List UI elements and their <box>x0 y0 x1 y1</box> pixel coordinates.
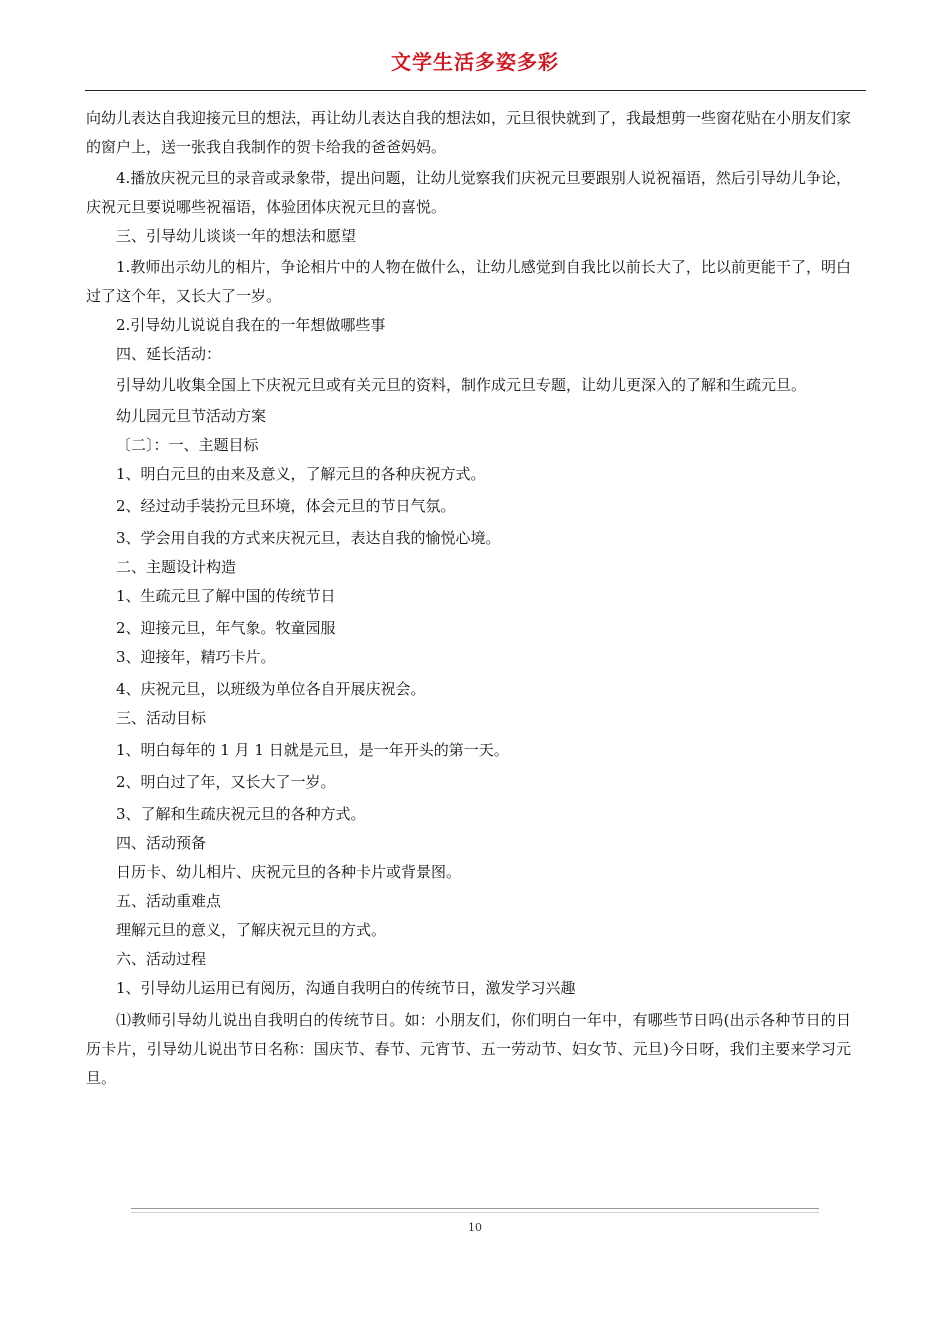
paragraph: 向幼儿表达自我迎接元旦的想法，再让幼儿表达自我的想法如，元旦很快就到了，我最想剪一些窗花贴在小朋友们家的窗户上，送一张我自我制作的贺卡给我的爸爸妈妈。 <box>86 109 852 156</box>
section-heading: 〔二〕：一、主题目标 <box>116 436 259 454</box>
page-number: 10 <box>468 1221 482 1234</box>
header-title: 文学生活多姿多彩 <box>391 50 559 74</box>
paragraph: 日历卡、幼儿相片、庆祝元旦的各种卡片或背景图。 <box>116 863 462 881</box>
paragraph: 引导幼儿收集全国上下庆祝元旦或有关元旦的资料，制作成元旦专题，让幼儿更深入的了解和生疏元旦。 <box>116 376 807 394</box>
list-item: 2、经过动手装扮元旦环境，体会元旦的节日气氛。 <box>116 497 456 515</box>
paragraph: 1.教师出示幼儿的相片，争论相片中的人物在做什么，让幼儿感觉到自我比以前长大了，比以前更能干了，明白过了这个年，又长大了一岁。 <box>86 258 851 305</box>
header-rule <box>85 90 866 91</box>
section-heading: 五、活动重难点 <box>116 892 222 910</box>
list-item: 2、明白过了年，又长大了一岁。 <box>116 773 336 791</box>
list-item: 4、庆祝元旦，以班级为单位各自开展庆祝会。 <box>116 680 426 698</box>
paragraph: 4.播放庆祝元旦的录音或录象带，提出问题，让幼儿觉察我们庆祝元旦要跟别人说祝福语，然后引导幼儿争论，庆祝元旦要说哪些祝福语，体验团体庆祝元旦的喜悦。 <box>86 169 851 216</box>
list-item: 1、生疏元旦了解中国的传统节日 <box>116 587 336 605</box>
paragraph: 理解元旦的意义，了解庆祝元旦的方式。 <box>116 921 387 939</box>
section-heading: 四、活动预备 <box>116 834 207 852</box>
section-heading: 三、引导幼儿谈谈一年的想法和愿望 <box>116 227 357 245</box>
section-heading: 四、延长活动： <box>116 345 222 363</box>
section-heading: 六、活动过程 <box>116 950 207 968</box>
section-heading: 三、活动目标 <box>116 709 207 727</box>
paragraph: ⑴教师引导幼儿说出自我明白的传统节日。如：小朋友们，你们明白一年中，有哪些节日吗(出示各种节日的日历卡片，引导幼儿说出节日名称：国庆节、春节、元宵节、五一劳动节、妇女节、元旦)今日呀，我们主要来学习元旦。 <box>86 1011 851 1087</box>
footer-rule <box>131 1208 819 1209</box>
list-item: 1、明白每年的 1 月 1 日就是元旦，是一年开头的第一天。 <box>116 741 509 759</box>
list-item: 1、引导幼儿运用已有阅历，沟通自我明白的传统节日，激发学习兴趣 <box>116 979 576 997</box>
list-item: 3、学会用自我的方式来庆祝元旦，表达自我的愉悦心境。 <box>116 529 501 547</box>
document-body <box>86 104 851 1093</box>
list-item: 2、迎接元旦，年气象。牧童园服 <box>116 619 336 637</box>
document-subtitle: 幼儿园元旦节活动方案 <box>116 407 267 425</box>
list-item: 3、迎接年，精巧卡片。 <box>116 648 276 666</box>
list-item: 3、了解和生疏庆祝元旦的各种方式。 <box>116 805 366 823</box>
list-item: 1、明白元旦的由来及意义，了解元旦的各种庆祝方式。 <box>116 465 486 483</box>
section-heading: 二、主题设计构造 <box>116 558 237 576</box>
paragraph: 2.引导幼儿说说自我在的一年想做哪些事 <box>116 316 386 334</box>
footer-rule-shadow <box>131 1212 819 1213</box>
